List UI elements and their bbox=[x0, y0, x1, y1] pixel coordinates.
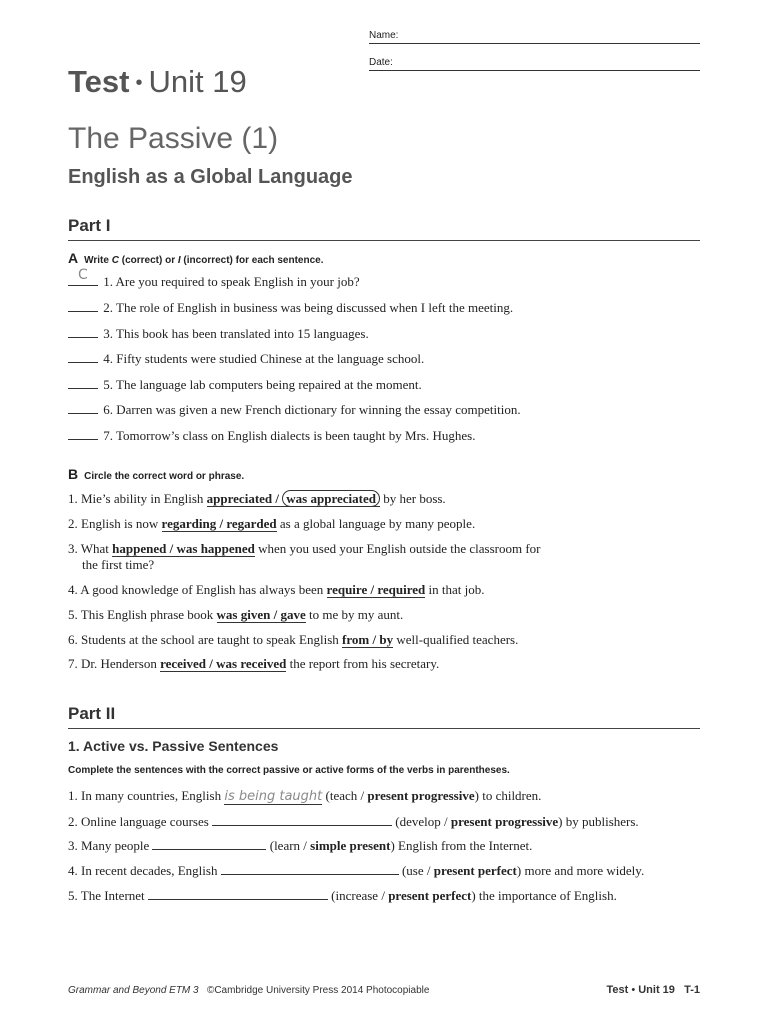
answer-blank[interactable] bbox=[68, 299, 98, 312]
item-text: well-qualified teachers. bbox=[393, 632, 519, 647]
choice-separator: / bbox=[270, 607, 281, 622]
answer-blank[interactable] bbox=[68, 267, 98, 286]
choice-option-1[interactable]: happened bbox=[112, 541, 167, 556]
footer-credit bbox=[68, 985, 429, 996]
choice-option-2[interactable]: regarded bbox=[226, 516, 277, 531]
item-text: ) the importance of English. bbox=[471, 888, 617, 903]
item-text: In many countries, English bbox=[81, 788, 225, 803]
answer-handwritten[interactable]: is being taught bbox=[224, 789, 323, 804]
part-2-heading: Part II bbox=[68, 704, 700, 729]
choice-separator: / bbox=[369, 632, 380, 647]
item-number: 5. bbox=[103, 377, 113, 392]
item-text: A good knowledge of English has always been bbox=[80, 582, 327, 597]
list-item bbox=[68, 376, 422, 393]
part-1-heading: Part I bbox=[68, 216, 700, 241]
page-number: T-1 bbox=[684, 984, 700, 996]
choice-separator: / bbox=[367, 582, 378, 597]
list-item bbox=[68, 632, 518, 648]
item-text: by her boss. bbox=[379, 491, 446, 506]
item-number: 3. bbox=[68, 541, 78, 556]
item-text: This English phrase book bbox=[80, 607, 217, 622]
answer-blank[interactable] bbox=[221, 862, 399, 875]
section-1-instruction: Complete the sentences with the correct passive or active forms of the verbs in parentheses. bbox=[68, 765, 510, 776]
item-text: Darren was given a new French dictionary for winning the essay competition. bbox=[116, 402, 521, 417]
item-number: 3. bbox=[68, 838, 78, 853]
choice-group[interactable] bbox=[217, 607, 306, 623]
choice-separator: / bbox=[206, 656, 217, 671]
list-item bbox=[68, 427, 475, 444]
list-item bbox=[68, 607, 403, 623]
item-number: 7. bbox=[103, 428, 113, 443]
item-text: The language lab computers being repaired at the moment. bbox=[116, 377, 422, 392]
date-field[interactable] bbox=[369, 57, 700, 71]
test-title bbox=[68, 64, 247, 100]
choice-group[interactable] bbox=[207, 491, 380, 507]
choice-group[interactable] bbox=[112, 541, 255, 557]
verb-form: present progressive bbox=[450, 814, 559, 829]
item-text: Tomorrow’s class on English dialects is been taught by Mrs. Hughes. bbox=[116, 428, 476, 443]
item-text: the report from his secretary. bbox=[286, 656, 440, 671]
choice-option-1[interactable]: regarding bbox=[161, 516, 217, 531]
list-item-continuation: the first time? bbox=[82, 557, 155, 572]
section-b-letter: B bbox=[68, 466, 79, 482]
answer-blank[interactable] bbox=[152, 837, 266, 850]
choice-option-2[interactable]: gave bbox=[280, 607, 306, 622]
item-text: (learn / bbox=[266, 838, 311, 853]
item-text: ) more and more widely. bbox=[516, 863, 645, 878]
list-item bbox=[68, 541, 540, 557]
choice-option-1[interactable]: was given bbox=[216, 607, 271, 622]
item-number: 6. bbox=[103, 402, 113, 417]
item-text: This book has been translated into 15 languages. bbox=[116, 326, 369, 341]
choice-option-2[interactable]: required bbox=[377, 582, 426, 597]
item-number: 2. bbox=[103, 300, 113, 315]
choice-option-2[interactable]: was happened bbox=[176, 541, 255, 556]
list-item bbox=[68, 325, 369, 342]
list-item bbox=[68, 862, 644, 879]
answer-blank[interactable] bbox=[68, 427, 98, 440]
choice-separator: / bbox=[166, 541, 177, 556]
item-number: 4. bbox=[68, 582, 78, 597]
list-item bbox=[68, 267, 360, 290]
answer-blank[interactable] bbox=[68, 401, 98, 414]
choice-option-1[interactable]: require bbox=[326, 582, 368, 597]
item-number: 1. bbox=[103, 274, 113, 289]
section-b-instruction bbox=[68, 466, 244, 482]
section-a-letter: A bbox=[68, 250, 79, 266]
instruction-text: Circle the correct word or phrase. bbox=[84, 471, 245, 482]
list-item bbox=[68, 656, 439, 672]
choice-option-1[interactable]: appreciated bbox=[206, 491, 273, 506]
choice-option-2[interactable]: by bbox=[379, 632, 394, 647]
choice-group[interactable] bbox=[162, 516, 277, 532]
list-item bbox=[68, 813, 639, 830]
verb-form: present progressive bbox=[367, 788, 475, 803]
instruction-text: (incorrect) for each sentence. bbox=[180, 255, 324, 266]
item-number: 1. bbox=[68, 788, 78, 803]
item-number: 5. bbox=[68, 607, 78, 622]
item-text: (teach / bbox=[322, 788, 368, 803]
instruction-text: (correct) or bbox=[118, 255, 178, 266]
instruction-i: I bbox=[177, 255, 181, 266]
list-item bbox=[68, 299, 513, 316]
item-number: 4. bbox=[68, 863, 78, 878]
item-text: to me by my aunt. bbox=[305, 607, 404, 622]
page-title: The Passive (1) bbox=[68, 122, 279, 155]
item-number: 1. bbox=[68, 491, 78, 506]
item-text: Many people bbox=[81, 838, 153, 853]
item-number: 4. bbox=[103, 351, 113, 366]
date-label: Date: bbox=[369, 57, 393, 68]
instruction-c: C bbox=[111, 255, 119, 266]
item-number: 5. bbox=[68, 888, 78, 903]
bullet-icon: • bbox=[135, 72, 143, 95]
name-field[interactable] bbox=[369, 30, 700, 44]
item-text: as a global language by many people. bbox=[276, 516, 476, 531]
choice-group[interactable] bbox=[342, 632, 393, 648]
item-text: The Internet bbox=[80, 888, 148, 903]
item-number: 2. bbox=[68, 516, 78, 531]
unit-label: Unit 19 bbox=[148, 64, 247, 99]
item-text: English is now bbox=[81, 516, 162, 531]
item-text: (increase / bbox=[327, 888, 389, 903]
answer-blank[interactable] bbox=[68, 325, 98, 338]
item-text: ) by publishers. bbox=[558, 814, 639, 829]
list-item bbox=[68, 788, 541, 804]
section-1-title: 1. Active vs. Passive Sentences bbox=[68, 738, 279, 754]
item-text: Dr. Henderson bbox=[81, 656, 161, 671]
choice-option-2[interactable]: was appreciated bbox=[282, 490, 380, 507]
item-text: What bbox=[80, 541, 113, 556]
item-number: 6. bbox=[68, 632, 78, 647]
choice-option-1[interactable]: from bbox=[342, 632, 370, 647]
list-item bbox=[68, 401, 521, 418]
footer-unit: Unit 19 bbox=[638, 984, 675, 996]
list-item bbox=[68, 350, 424, 367]
answer-blank[interactable] bbox=[68, 376, 98, 389]
copyright-text: ©Cambridge University Press 2014 Photocopiable bbox=[206, 985, 430, 996]
item-text: In recent decades, English bbox=[81, 863, 221, 878]
item-text: Mie’s ability in English bbox=[81, 491, 207, 506]
bullet-icon: • bbox=[631, 984, 636, 996]
list-item bbox=[68, 837, 532, 854]
test-label: Test bbox=[68, 64, 130, 99]
item-text: Students at the school are taught to speak English bbox=[81, 632, 343, 647]
list-item bbox=[68, 887, 617, 904]
item-text: ) to children. bbox=[474, 788, 542, 803]
item-number: 3. bbox=[103, 326, 113, 341]
book-title: Grammar and Beyond ETM 3 bbox=[68, 985, 199, 996]
footer-page bbox=[606, 984, 700, 996]
answer-blank[interactable] bbox=[148, 887, 328, 900]
item-number: 2. bbox=[68, 814, 78, 829]
item-text: Online language courses bbox=[81, 814, 213, 829]
item-text: in that job. bbox=[425, 582, 485, 597]
answer-blank[interactable] bbox=[68, 350, 98, 363]
footer-test: Test bbox=[606, 984, 629, 996]
item-text: (use / bbox=[398, 863, 434, 878]
choice-separator: / bbox=[272, 491, 283, 506]
choice-option-2[interactable]: was received bbox=[216, 656, 287, 671]
instruction-text: Write bbox=[84, 255, 112, 266]
item-text: when you used your English outside the classroom for bbox=[254, 541, 541, 556]
item-text: The role of English in business was being discussed when I left the meeting. bbox=[116, 300, 514, 315]
name-label: Name: bbox=[369, 30, 399, 41]
item-text: Are you required to speak English in your job? bbox=[115, 274, 360, 289]
list-item bbox=[68, 491, 446, 507]
item-number: 7. bbox=[68, 656, 78, 671]
answer-blank[interactable] bbox=[212, 813, 392, 826]
choice-option-1[interactable]: received bbox=[160, 656, 207, 671]
choice-group[interactable] bbox=[160, 656, 286, 672]
choice-group[interactable] bbox=[327, 582, 426, 598]
list-item bbox=[68, 516, 475, 532]
choice-separator: / bbox=[216, 516, 227, 531]
item-text: ) English from the Internet. bbox=[390, 838, 533, 853]
section-a-instruction bbox=[68, 250, 323, 266]
page-subtitle: English as a Global Language bbox=[68, 166, 353, 188]
verb-form: present perfect bbox=[433, 863, 517, 878]
list-item bbox=[68, 582, 484, 598]
answer-handwritten: C bbox=[78, 267, 88, 283]
item-text: (develop / bbox=[392, 814, 451, 829]
verb-form: present perfect bbox=[388, 888, 472, 903]
verb-form: simple present bbox=[310, 838, 391, 853]
item-text: Fifty students were studied Chinese at the language school. bbox=[116, 351, 425, 366]
